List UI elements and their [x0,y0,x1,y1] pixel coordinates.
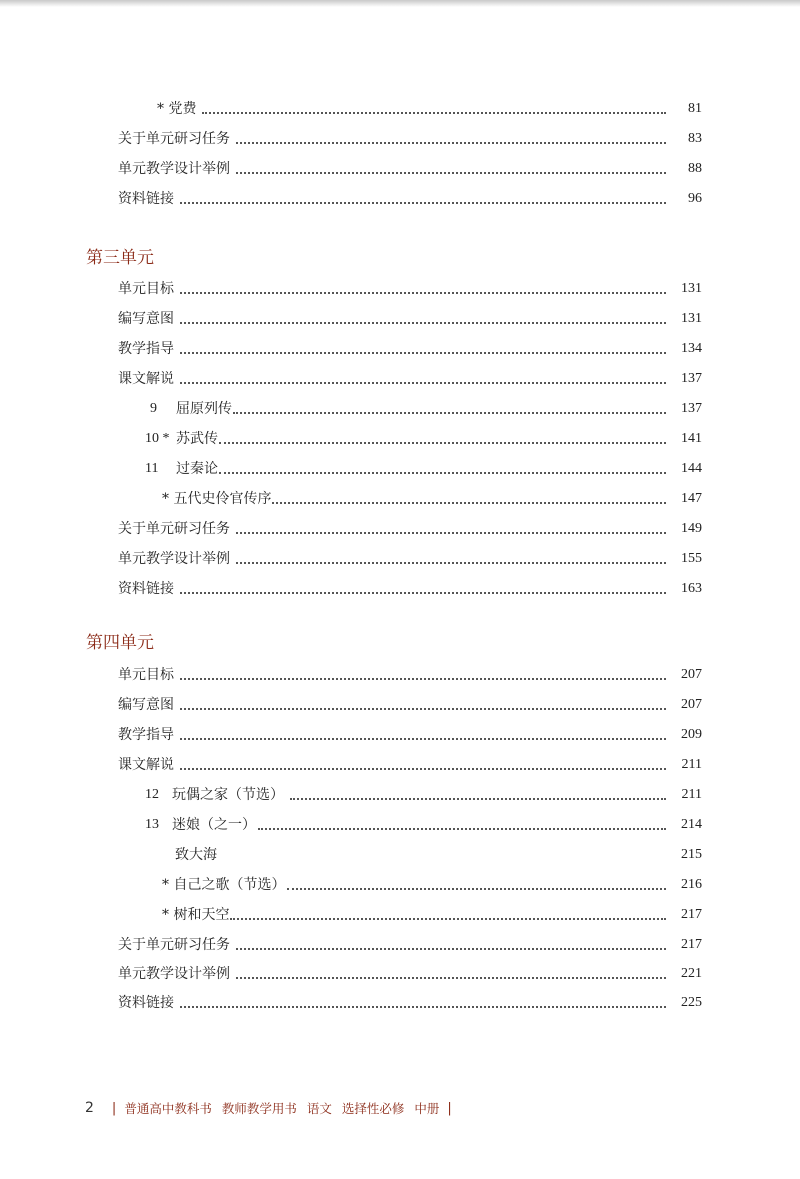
entry-label: 资料链接 [118,191,174,207]
footer-series: 普通高中教科书 [124,1101,212,1116]
footer-subject: 语文 [306,1101,332,1116]
footer-course: 选择性必修 [341,1101,405,1116]
entry-label: 资料链接 [118,995,174,1011]
dot-leader [180,351,666,354]
entry-page: 137 [681,401,702,416]
toc-entry[interactable] [0,868,800,894]
toc-entry[interactable] [0,272,800,298]
dot-leader [236,976,666,979]
entry-label: * 党费 [157,101,197,117]
entry-label: 苏武传 [176,431,218,447]
toc-entry[interactable] [0,898,800,924]
entry-page: 209 [681,727,702,742]
footer-divider: | [447,1100,452,1116]
dot-leader [219,471,666,474]
toc-entry[interactable] [0,152,800,178]
footer-page-number: 2 [85,1100,94,1116]
entry-page: 217 [681,907,702,922]
footer-book-type: 教师教学用书 [221,1101,297,1116]
toc-entry[interactable] [0,512,800,538]
page-footer [85,1098,460,1118]
entry-page: 81 [688,101,702,116]
toc-entry[interactable] [0,658,800,684]
entry-label: 玩偶之家（节选） [172,787,284,803]
entry-label: 编写意图 [118,311,174,327]
entry-label: 教学指导 [118,341,174,357]
entry-label: 关于单元研习任务 [118,937,230,953]
entry-page: 221 [681,966,702,981]
entry-page: 131 [681,281,702,296]
entry-page: 215 [681,847,702,862]
toc-entry[interactable] [0,302,800,328]
dot-leader [202,111,666,114]
footer-divider: | [111,1100,117,1116]
dot-leader [180,201,666,204]
toc-entry[interactable] [0,957,800,983]
dot-leader [258,827,666,830]
entry-label: 过秦论 [176,461,218,477]
entry-page: 137 [681,371,702,386]
entry-page: 225 [681,995,702,1010]
toc-entry[interactable] [0,808,800,834]
entry-label: 课文解说 [118,757,174,773]
entry-label: 单元教学设计举例 [118,966,230,982]
entry-label: 编写意图 [118,697,174,713]
entry-page: 141 [681,431,702,446]
dot-leader [236,561,666,564]
top-edge-shadow [0,0,800,7]
entry-page: 207 [681,667,702,682]
toc-entry[interactable] [0,332,800,358]
dot-leader [230,917,666,920]
toc-entry[interactable] [0,986,800,1012]
dot-leader [219,441,666,444]
toc-entry[interactable] [0,572,800,598]
entry-label: 资料链接 [118,581,174,597]
lesson-number: 12 [145,787,159,802]
dot-leader [272,501,666,504]
toc-entry[interactable] [0,122,800,148]
entry-label: 关于单元研习任务 [118,521,230,537]
entry-page: 83 [688,131,702,146]
toc-entry[interactable] [0,542,800,568]
toc-entry[interactable] [0,688,800,714]
entry-page: 207 [681,697,702,712]
toc-entry[interactable] [0,838,800,864]
entry-page: 131 [681,311,702,326]
entry-label: 教学指导 [118,727,174,743]
entry-label: 关于单元研习任务 [118,131,230,147]
entry-page: 144 [681,461,702,476]
entry-page: 88 [688,161,702,176]
entry-label: * 树和天空 [162,907,230,923]
dot-leader [236,531,666,534]
lesson-number: 13 [145,817,159,832]
toc-entry[interactable] [0,718,800,744]
entry-label: * 五代史伶官传序 [162,491,272,507]
toc-entry[interactable] [0,748,800,774]
toc-entry[interactable] [0,928,800,954]
dot-leader [290,797,666,800]
entry-page: 155 [681,551,702,566]
unit3-heading[interactable]: 第三单元 [86,248,154,268]
entry-page: 214 [681,817,702,832]
lesson-number: 10 * [145,431,170,446]
dot-leader [180,767,666,770]
entry-page: 211 [681,787,702,802]
entry-label: * 自己之歌（节选） [162,877,286,893]
toc-entry[interactable] [0,482,800,508]
entry-page: 216 [681,877,702,892]
dot-leader [180,677,666,680]
dot-leader [180,737,666,740]
toc-entry[interactable] [0,778,800,804]
dot-leader [287,887,666,890]
dot-leader [180,321,666,324]
entry-page: 217 [681,937,702,952]
dot-leader [236,141,666,144]
dot-leader [236,947,666,950]
entry-page: 149 [681,521,702,536]
dot-leader [180,291,666,294]
entry-page: 96 [688,191,702,206]
lesson-number: 11 [145,461,159,476]
unit4-heading[interactable]: 第四单元 [86,633,154,653]
lesson-number: 9 [150,401,157,416]
entry-label: 单元目标 [118,281,174,297]
toc-entry[interactable] [0,362,800,388]
dot-leader [180,381,666,384]
dot-leader [180,591,666,594]
dot-leader [180,1005,666,1008]
footer-volume: 中册 [414,1101,440,1116]
entry-page: 134 [681,341,702,356]
entry-label: 单元教学设计举例 [118,551,230,567]
entry-label: 单元目标 [118,667,174,683]
entry-page: 147 [681,491,702,506]
dot-leader [233,411,666,414]
entry-label: 单元教学设计举例 [118,161,230,177]
entry-label: 致大海 [175,847,217,863]
entry-label: 课文解说 [118,371,174,387]
toc-entry[interactable] [0,92,800,118]
toc-entry[interactable] [0,422,800,448]
entry-page: 163 [681,581,702,596]
toc-entry[interactable] [0,392,800,418]
toc-entry[interactable] [0,182,800,208]
dot-leader [236,171,666,174]
toc-entry[interactable] [0,452,800,478]
entry-label: 屈原列传 [176,401,232,417]
entry-label: 迷娘（之一） [172,817,256,833]
dot-leader [180,707,666,710]
entry-page: 211 [681,757,702,772]
